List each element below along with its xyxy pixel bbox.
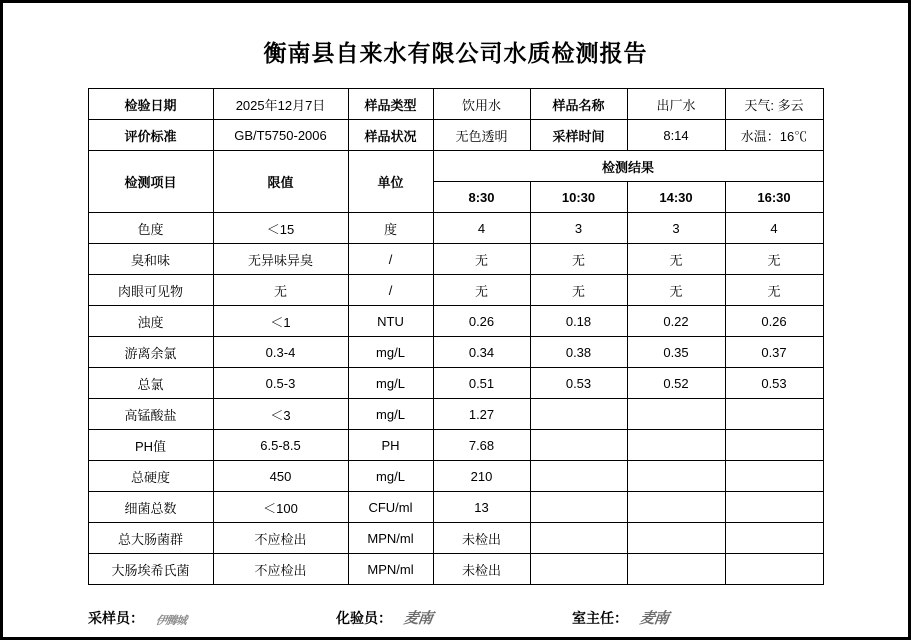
table-row	[88, 399, 823, 430]
standard-label: 评价标准	[88, 120, 213, 151]
row-result-value: 无	[530, 275, 627, 306]
row-unit-value: NTU	[348, 306, 433, 337]
weather-value: 天气: 多云	[725, 89, 823, 120]
row-unit-value: CFU/ml	[348, 492, 433, 523]
water-quality-table	[88, 88, 824, 585]
row-result-value: 0.22	[627, 306, 725, 337]
row-result-value: 3	[530, 213, 627, 244]
row-result-value: 0.26	[433, 306, 530, 337]
row-result-value	[725, 554, 823, 585]
row-result-value: 无	[433, 275, 530, 306]
row-result-value: 1.27	[433, 399, 530, 430]
row-result-value: 4	[433, 213, 530, 244]
row-result-value: 3	[627, 213, 725, 244]
row-result-value: 未检出	[433, 523, 530, 554]
row-item-name: 细菌总数	[88, 492, 213, 523]
row-unit-value: /	[348, 244, 433, 275]
row-item-name: 色度	[88, 213, 213, 244]
row-limit-value: 0.5-3	[213, 368, 348, 399]
row-result-value: 0.38	[530, 337, 627, 368]
row-result-value	[725, 492, 823, 523]
sample-status-label: 样品状况	[348, 120, 433, 151]
row-result-value: 0.34	[433, 337, 530, 368]
analyst-signature: 麦南	[402, 611, 433, 627]
row-result-value	[530, 554, 627, 585]
sample-name-value: 出厂水	[627, 89, 725, 120]
row-result-value	[530, 461, 627, 492]
row-result-value: 210	[433, 461, 530, 492]
row-item-name: 浊度	[88, 306, 213, 337]
col-limit-header: 限值	[213, 151, 348, 213]
row-unit-value: mg/L	[348, 337, 433, 368]
time-header-3: 14:30	[627, 182, 725, 213]
row-result-value: 0.37	[725, 337, 823, 368]
sampler-signature: 伊腾城	[155, 615, 187, 627]
table-row	[88, 306, 823, 337]
row-result-value: 0.26	[725, 306, 823, 337]
table-row	[88, 368, 823, 399]
row-result-value: 无	[433, 244, 530, 275]
row-item-name: 肉眼可见物	[88, 275, 213, 306]
row-unit-value: mg/L	[348, 461, 433, 492]
date-label: 检验日期	[88, 89, 213, 120]
row-unit-value: PH	[348, 430, 433, 461]
row-result-value	[725, 523, 823, 554]
row-item-name: 总氯	[88, 368, 213, 399]
row-result-value	[530, 430, 627, 461]
row-result-value: 无	[725, 244, 823, 275]
page-title: 衡南县自来水有限公司水质检测报告	[263, 41, 648, 66]
row-result-value: 4	[725, 213, 823, 244]
date-value: 2025年12月7日	[213, 89, 348, 120]
row-result-value: 无	[627, 275, 725, 306]
standard-value: GB/T5750-2006	[213, 120, 348, 151]
row-limit-value: 无异味异臭	[213, 244, 348, 275]
info-row-date	[88, 89, 823, 120]
row-item-name: 总大肠菌群	[88, 523, 213, 554]
table-row	[88, 430, 823, 461]
column-header-row-1	[88, 151, 823, 182]
row-result-value	[627, 461, 725, 492]
row-unit-value: mg/L	[348, 399, 433, 430]
row-result-value: 0.18	[530, 306, 627, 337]
row-item-name: 高锰酸盐	[88, 399, 213, 430]
row-result-value: 0.52	[627, 368, 725, 399]
director-block	[572, 607, 668, 628]
row-item-name: 大肠埃希氏菌	[88, 554, 213, 585]
row-limit-value: 450	[213, 461, 348, 492]
row-limit-value: ＜1	[213, 306, 348, 337]
row-item-name: 游离余氯	[88, 337, 213, 368]
table-row	[88, 213, 823, 244]
row-result-value: 无	[530, 244, 627, 275]
row-result-value	[627, 523, 725, 554]
director-label: 室主任：	[572, 610, 629, 626]
sampling-time-label: 采样时间	[530, 120, 627, 151]
row-result-value: 未检出	[433, 554, 530, 585]
col-results-header: 检测结果	[433, 151, 823, 182]
signature-footer	[3, 607, 908, 628]
row-limit-value: ＜15	[213, 213, 348, 244]
table-row	[88, 337, 823, 368]
time-header-1: 8:30	[433, 182, 530, 213]
row-result-value	[530, 399, 627, 430]
time-header-4: 16:30	[725, 182, 823, 213]
row-result-value	[725, 430, 823, 461]
row-result-value: 无	[725, 275, 823, 306]
sample-status-value: 无色透明	[433, 120, 530, 151]
table-row	[88, 244, 823, 275]
water-temp-value: 水温：16℃	[725, 120, 823, 151]
row-unit-value: mg/L	[348, 368, 433, 399]
row-limit-value: 不应检出	[213, 523, 348, 554]
analyst-label: 化验员：	[336, 610, 392, 626]
row-unit-value: MPN/ml	[348, 523, 433, 554]
row-item-name: PH值	[88, 430, 213, 461]
sample-name-label: 样品名称	[530, 89, 627, 120]
row-result-value	[627, 399, 725, 430]
row-limit-value: 无	[213, 275, 348, 306]
row-result-value: 0.53	[725, 368, 823, 399]
row-result-value	[725, 461, 823, 492]
sampler-label: 采样员：	[88, 610, 144, 626]
table-row	[88, 275, 823, 306]
row-item-name: 总硬度	[88, 461, 213, 492]
row-result-value	[627, 430, 725, 461]
table-row	[88, 461, 823, 492]
row-unit-value: MPN/ml	[348, 554, 433, 585]
row-result-value	[627, 492, 725, 523]
sampler-block	[88, 608, 186, 628]
table-row	[88, 523, 823, 554]
info-row-standard	[88, 120, 823, 151]
col-item-header: 检测项目	[88, 151, 213, 213]
row-result-value: 0.35	[627, 337, 725, 368]
row-result-value: 0.53	[530, 368, 627, 399]
row-result-value	[627, 554, 725, 585]
row-limit-value: 不应检出	[213, 554, 348, 585]
row-result-value: 无	[627, 244, 725, 275]
table-row	[88, 492, 823, 523]
row-result-value	[530, 523, 627, 554]
row-limit-value: ＜100	[213, 492, 348, 523]
row-result-value: 0.51	[433, 368, 530, 399]
director-signature: 麦南	[638, 611, 669, 627]
col-unit-header: 单位	[348, 151, 433, 213]
row-result-value	[530, 492, 627, 523]
table-row	[88, 554, 823, 585]
row-unit-value: /	[348, 275, 433, 306]
row-limit-value: ＜3	[213, 399, 348, 430]
row-unit-value: 度	[348, 213, 433, 244]
sampling-time-value: 8:14	[627, 120, 725, 151]
row-result-value: 13	[433, 492, 530, 523]
row-limit-value: 6.5-8.5	[213, 430, 348, 461]
row-result-value	[725, 399, 823, 430]
row-result-value: 7.68	[433, 430, 530, 461]
sample-type-value: 饮用水	[433, 89, 530, 120]
row-item-name: 臭和味	[88, 244, 213, 275]
row-limit-value: 0.3-4	[213, 337, 348, 368]
time-header-2: 10:30	[530, 182, 627, 213]
analyst-block	[336, 607, 432, 628]
sample-type-label: 样品类型	[348, 89, 433, 120]
